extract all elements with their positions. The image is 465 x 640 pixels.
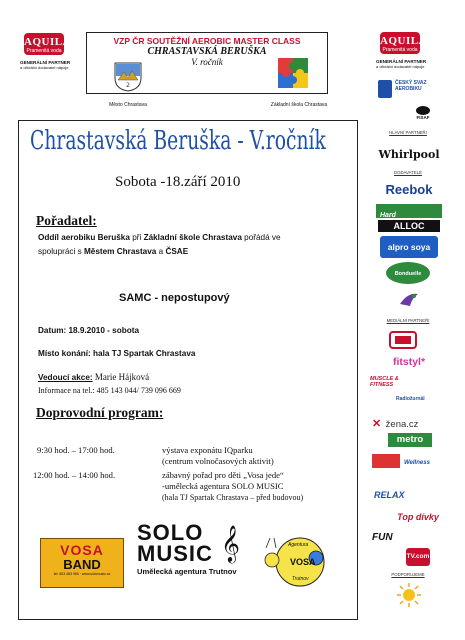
- vedouci-label: Vedoucí akce:: [38, 373, 93, 382]
- program-time-2: 12:00 hod. – 14:00 hod.: [33, 470, 116, 480]
- organizer-text: [38, 232, 358, 258]
- solo-line-1: SOLO: [137, 520, 204, 545]
- sponsor-fisaf-logo: [412, 106, 434, 122]
- school-puzzle-logo-icon: [276, 56, 310, 92]
- hard-text: Hard: [380, 212, 396, 219]
- general-partner-title: GENERÁLNÍ PARTNER: [20, 60, 71, 65]
- organizer-conn-4: a: [156, 247, 166, 256]
- agentura-top: Agentura: [288, 542, 309, 548]
- solo-line-2: MUSIC: [137, 541, 213, 566]
- organizer-csae: ČSAE: [165, 247, 189, 256]
- program-2-line-3: (hala TJ Spartak Chrastava – před budovou): [162, 493, 304, 502]
- program-2-line-2: -umělecká agentura SOLO MUSIC: [162, 481, 284, 491]
- vosa-band-logo: [40, 538, 124, 588]
- alpro-text: alpro soya: [387, 242, 431, 252]
- media-tv-icon: [388, 330, 422, 350]
- event-date-line: Sobota -18.září 2010: [115, 174, 241, 190]
- vosa-band-small: tel: 603 483 956 · www.solomusic.cz: [53, 572, 111, 576]
- csa-text: ČESKÝ SVAZ AEROBIKU: [395, 80, 427, 92]
- organizer-line-1: [38, 232, 358, 244]
- media-radiozurnal: Radiožurnál: [396, 396, 425, 402]
- header-line-2: CHRASTAVSKÁ BERUŠKA: [147, 46, 267, 57]
- bonduelle-text: Bonduelle: [394, 271, 422, 277]
- solo-sub: Umělecká agentura Trutnov: [137, 567, 237, 576]
- samc-line: SAMC - nepostupový: [119, 292, 230, 304]
- crest-caption: Město Chrastava: [109, 102, 147, 108]
- info-line: Informace na tel.: 485 143 044/ 739 096 669: [38, 386, 181, 395]
- media-fun: FUN: [372, 532, 393, 543]
- header-line-1: VZP ČR SOUTĚŽNÍ AEROBIC MASTER CLASS: [113, 36, 301, 46]
- organizer-conn-2: pořádá ve: [241, 233, 281, 242]
- hlavni-partneri-label: HLAVNÍ PARTNEŘI: [389, 130, 427, 135]
- datum-line: Datum: 18.9.2010 - sobota: [38, 326, 140, 335]
- organizer-name: Oddíl aerobiku Beruška: [38, 233, 130, 242]
- agentura-bottom: Trutnov: [292, 576, 309, 582]
- program-1-line-1: výstava exponátu IQparku: [162, 445, 253, 455]
- aquila-brand: AQUILA: [24, 36, 72, 48]
- general-partner-sub: a oficiální dodavatel nápoje: [20, 65, 69, 70]
- zena-text: žena.cz: [385, 419, 419, 430]
- general-partner-left: [20, 60, 76, 70]
- program-desc-1: [162, 445, 274, 467]
- medialni-partneri-label: MEDIÁLNÍ PARTNEŘI: [386, 318, 430, 323]
- program-heading: Doprovodní program:: [36, 405, 164, 420]
- zena-icon: ✕: [372, 418, 382, 430]
- school-caption: Základní škola Chrastava: [270, 102, 328, 108]
- solo-music-logo: [137, 522, 247, 592]
- sponsor-bird-icon: [398, 290, 420, 310]
- media-tvcom: TV.com: [406, 548, 430, 566]
- general-partner-right: [376, 59, 436, 69]
- organizer-line-2: [38, 246, 358, 258]
- treble-clef-icon: 𝄞: [221, 524, 240, 562]
- aquila-tagline: Pramenitá voda: [26, 48, 62, 54]
- dodavatele-label: DODAVATELÉ: [394, 170, 422, 175]
- agentura-center: VOSA: [290, 557, 316, 567]
- program-time-1: 9:30 hod. – 17:00 hod.: [37, 445, 115, 455]
- csa-figure-icon: [378, 80, 392, 98]
- media-top-divky: Top dívky: [397, 512, 439, 522]
- misto-line: Místo konání: hala TJ Spartak Chrastava: [38, 349, 196, 358]
- media-zena: [372, 414, 446, 428]
- fisaf-icon: [416, 106, 430, 115]
- fisaf-text: FISAF: [416, 115, 430, 120]
- media-red-badge: [372, 454, 400, 468]
- sponsor-csa-logo: [378, 78, 434, 104]
- program-desc-2: [162, 470, 303, 503]
- sponsor-hard: [376, 204, 442, 218]
- svg-text:2: 2: [126, 82, 130, 89]
- media-relax: RELAX: [374, 490, 405, 500]
- program-2-line-1: zábavný pořad pro děti „Vosa jede“: [162, 470, 284, 480]
- general-partner-sub-right: a oficiální dodavatel nápoje: [376, 64, 425, 69]
- general-partner-title-right: GENERÁLNÍ PARTNER: [376, 59, 427, 64]
- vedouci-value: Marie Hájková: [94, 372, 150, 382]
- media-wellness: Wellness: [404, 460, 430, 466]
- aquila-brand-right: AQUILA: [380, 35, 428, 47]
- sponsor-alloc: ALLOC: [378, 220, 440, 232]
- vosa-band-line-2: BAND: [63, 557, 101, 572]
- vedouci-line: [38, 371, 149, 384]
- agentura-vosa-logo: [258, 530, 332, 590]
- aquila-logo-left: [24, 33, 72, 55]
- sun-icon: [396, 582, 422, 608]
- media-fitstyl: fitstyl*: [392, 356, 426, 368]
- aquila-tagline-right: Pramenitá voda: [382, 47, 418, 53]
- aquila-logo-right: [380, 32, 428, 54]
- media-metro: metro: [388, 433, 432, 447]
- organizer-conn-3: spolupráci s: [38, 247, 84, 256]
- sponsor-alpro: [380, 236, 438, 258]
- program-1-line-2: (centrum volnočasových aktivit): [162, 456, 274, 466]
- organizer-school: Základní škole Chrastava: [143, 233, 242, 242]
- chrastava-crest-icon: [114, 62, 142, 92]
- sponsor-reebok: Reebok: [385, 182, 433, 197]
- event-title: Chrastavská Beruška - V.ročník: [30, 126, 326, 156]
- vosa-band-line-1: VOSA: [60, 542, 104, 558]
- header-line-3: V. ročník: [191, 57, 223, 67]
- podporujeme-label: PODPORUJEME: [391, 572, 425, 577]
- organizer-town: Městem Chrastava: [83, 247, 157, 256]
- sponsor-bonduelle: [386, 262, 430, 284]
- organizer-conn-1: při: [129, 233, 144, 242]
- sponsor-whirlpool: Whirlpool: [378, 148, 440, 161]
- media-muscle: MUSCLE & FITNESS: [370, 376, 399, 388]
- organizer-heading: Pořadatel:: [36, 213, 97, 228]
